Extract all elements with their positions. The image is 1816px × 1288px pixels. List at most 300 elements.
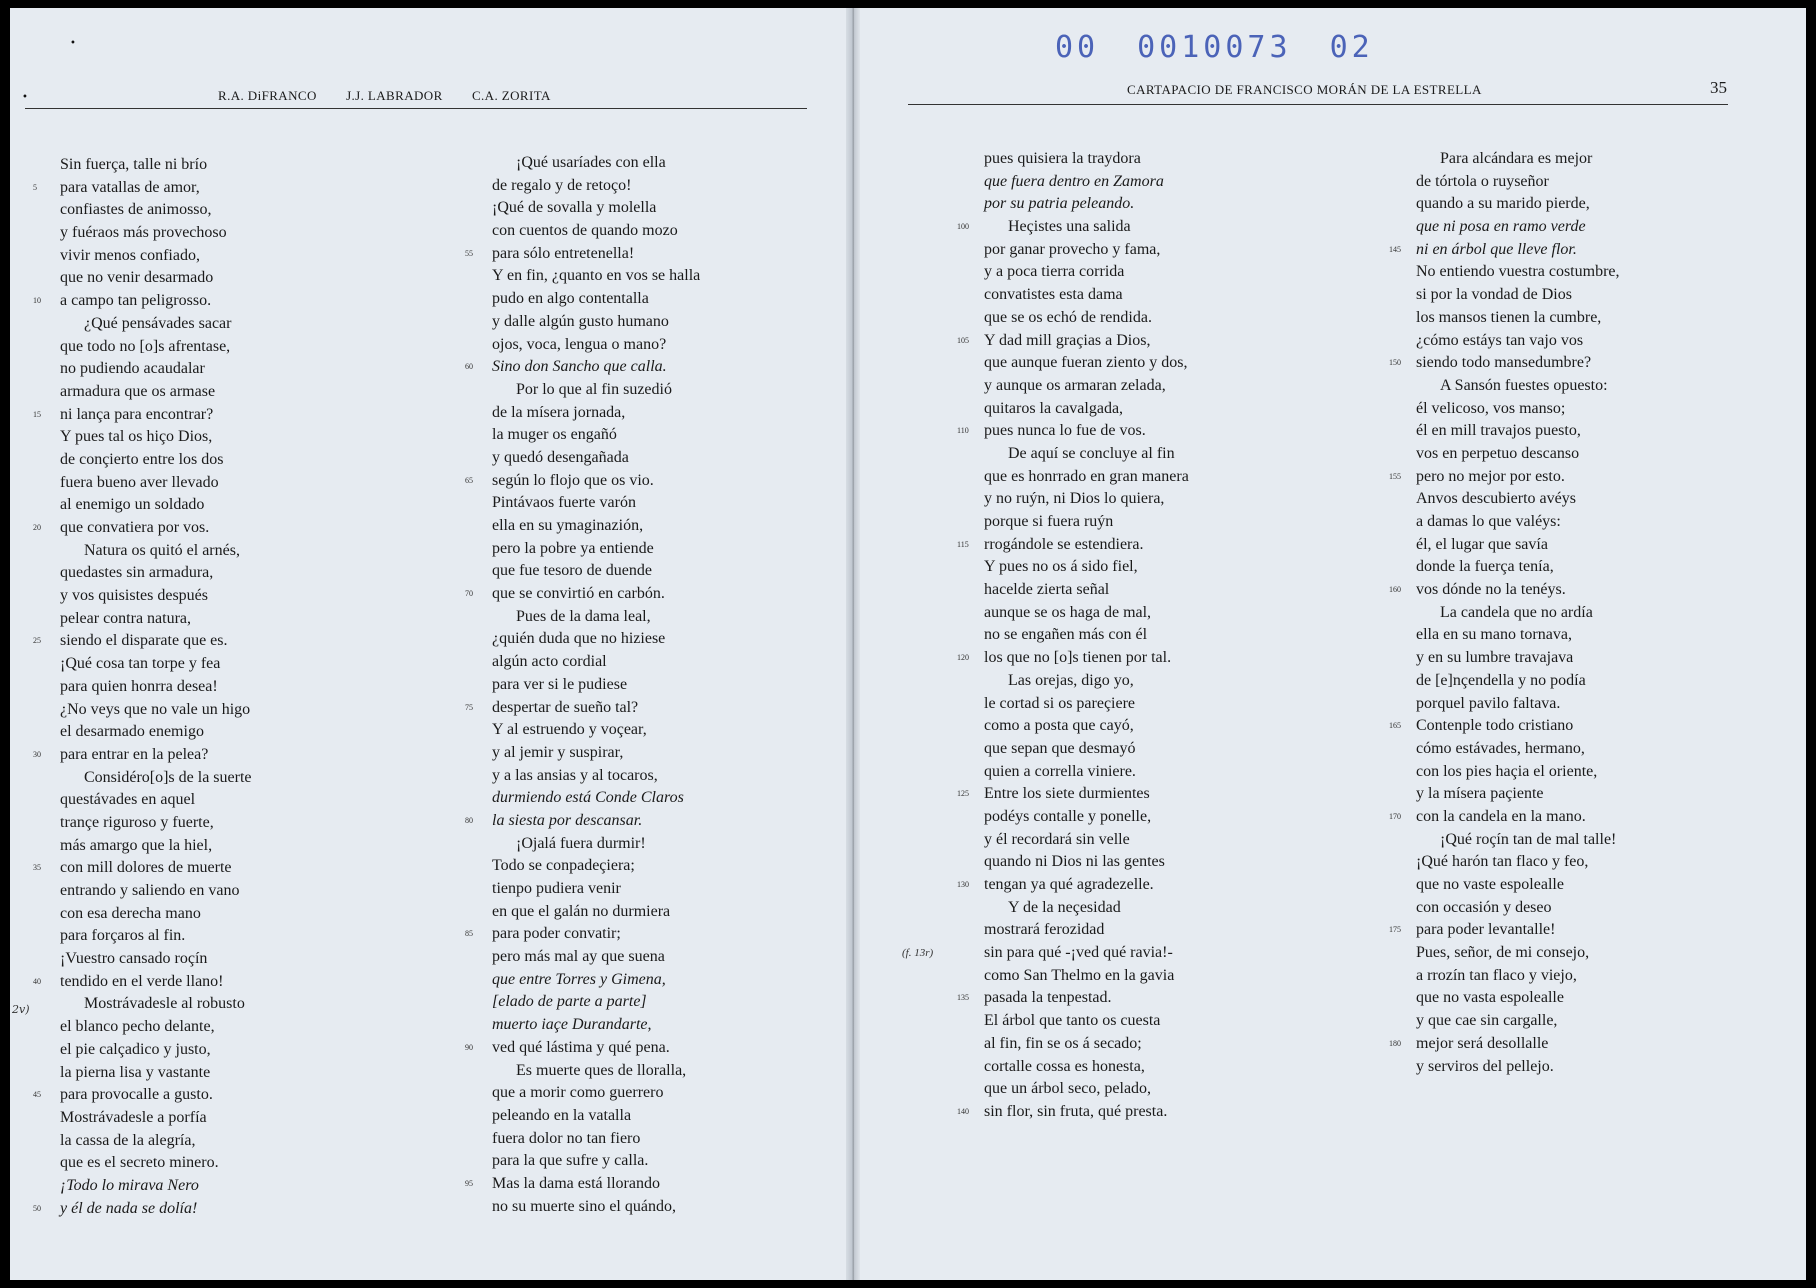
verse-text: como a posta que cayó,	[984, 717, 1134, 735]
verse-line	[60, 880, 252, 903]
verse-text: a damas lo que valéys:	[1416, 513, 1561, 530]
verse-text: ¡Qué cosa tan torpe y fea	[60, 655, 221, 673]
verse-text: pelear contra natura,	[60, 609, 192, 627]
verse-line	[60, 381, 252, 404]
line-number: 110	[957, 426, 969, 436]
verse-text: Pues, señor, de mi consejo,	[1416, 944, 1590, 962]
verse-line	[984, 602, 1189, 625]
verse-text: porquel pavilo faltava.	[1416, 694, 1561, 712]
verse-text: que no vaste espolealle	[1416, 876, 1564, 893]
verse-line	[984, 965, 1189, 988]
verse-text: que se convirtió en carbón.	[492, 585, 665, 603]
verse-line	[492, 1196, 700, 1219]
verse-line	[465, 356, 700, 379]
verse-line	[957, 1101, 1189, 1124]
verse-line	[1416, 534, 1620, 557]
verse-line	[984, 624, 1189, 647]
verse-line	[33, 1084, 252, 1107]
verse-text: mostrará ferozidad	[984, 921, 1105, 939]
verse-line	[492, 538, 700, 561]
verse-line	[1416, 307, 1620, 330]
verse-text: en que el galán no durmiera	[492, 902, 671, 920]
verse-line	[957, 420, 1189, 443]
line-number: 75	[465, 702, 473, 712]
verse-line	[33, 1198, 252, 1221]
line-number: 135	[957, 993, 969, 1003]
verse-text: y dalle algún gusto humano	[492, 312, 669, 330]
verse-line	[1416, 897, 1620, 920]
verse-text: despertar de sueño tal?	[492, 698, 639, 716]
verse-line	[60, 812, 252, 835]
verse-line	[957, 216, 1189, 239]
verse-line	[957, 534, 1189, 557]
verse-text: y a las ansias y al tocaros,	[492, 766, 658, 784]
archive-stamp	[1055, 30, 1412, 65]
verse-text: y quedó desengañada	[492, 448, 629, 466]
verse-line	[60, 993, 252, 1016]
verse-line	[984, 1010, 1189, 1033]
line-number: 5	[33, 182, 37, 192]
verse-line	[60, 245, 252, 268]
verse-text: para poder levantalle!	[1416, 921, 1556, 939]
verse-line	[1416, 942, 1620, 965]
poem-column-4	[1389, 148, 1620, 1078]
line-number: 30	[33, 749, 41, 759]
verse-text: más amargo que la hiel,	[60, 836, 213, 854]
verse-line	[492, 152, 700, 175]
verse-line	[60, 494, 252, 517]
verse-line	[465, 243, 700, 266]
verse-text: al fin, fin se os á secado;	[984, 1034, 1142, 1052]
scan-speck: •	[70, 38, 76, 49]
verse-line	[492, 334, 700, 357]
verse-line	[492, 560, 700, 583]
line-number: 125	[957, 789, 969, 799]
verse-line	[33, 857, 252, 880]
poem-column-2	[465, 152, 701, 1218]
verse-line	[984, 511, 1189, 534]
verse-line	[492, 447, 700, 470]
verse-text: y aunque os armaran zelada,	[984, 376, 1166, 394]
verse-line	[1389, 466, 1620, 489]
line-number: 175	[1389, 925, 1401, 935]
verse-text: muerto iaçe Durandarte,	[492, 1016, 652, 1034]
verse-text: y él recordará sin velle	[984, 830, 1130, 848]
verse-line	[60, 154, 252, 177]
verse-line	[1389, 579, 1620, 602]
verse-text: ¡Qué roçín tan de mal talle!	[1440, 830, 1617, 848]
verse-line	[984, 466, 1189, 489]
verse-line	[1416, 261, 1620, 284]
verse-line	[957, 330, 1189, 353]
verse-text: podéys contalle y ponelle,	[984, 807, 1152, 825]
verse-text: entrando y saliendo en vano	[60, 882, 240, 899]
verse-text: hacelde zierta señal	[984, 581, 1110, 599]
verse-text: que entre Torres y Gimena,	[492, 970, 666, 988]
verse-text: mejor será desollalle	[1416, 1034, 1549, 1052]
verse-line	[984, 919, 1189, 942]
verse-line	[60, 426, 252, 449]
line-number: 70	[465, 589, 473, 599]
line-number: 105	[957, 335, 969, 345]
verse-text: para entrar en la pelea?	[60, 745, 209, 763]
line-number: 45	[33, 1090, 41, 1100]
verse-line	[984, 1056, 1189, 1079]
line-number: 20	[33, 523, 41, 532]
verse-text: vivir menos confiado,	[60, 246, 200, 264]
line-number: 40	[33, 976, 41, 986]
verse-text: que todo no [o]s afrentase,	[60, 337, 231, 355]
verse-text: Mas la dama está llorando	[492, 1174, 660, 1192]
verse-text: durmiendo está Conde Claros	[492, 789, 684, 807]
line-number: 80	[465, 815, 473, 825]
verse-text: Sin fuerça, talle ni brío	[60, 156, 208, 173]
verse-line	[984, 193, 1189, 216]
verse-text: quien a corrella viniere.	[984, 762, 1136, 780]
verse-text: fuera dolor no tan fiero	[492, 1129, 641, 1147]
verse-text: Pues de la dama leal,	[516, 607, 651, 625]
verse-line	[60, 925, 252, 948]
verse-text: Contenple todo cristiano	[1416, 717, 1574, 735]
verse-line	[492, 288, 700, 311]
verse-line	[1416, 171, 1620, 194]
verse-text: ni lança para encontrar?	[60, 405, 214, 423]
verse-line	[60, 789, 252, 812]
verse-text: questávades en aquel	[60, 791, 196, 809]
verse-line	[60, 222, 252, 245]
verse-line	[492, 991, 700, 1014]
verse-text: Es muerte ques de lloralla,	[516, 1061, 687, 1079]
verse-line	[984, 307, 1189, 330]
verse-text: no se engañen más con él	[984, 626, 1148, 644]
verse-line	[60, 699, 252, 722]
verse-line	[492, 651, 700, 674]
verse-text: la cassa de la alegría,	[60, 1131, 196, 1149]
verse-text: pero no mejor por esto.	[1416, 467, 1565, 485]
verse-text: le cortad si os pareçiere	[984, 694, 1136, 712]
line-number: 100	[957, 222, 969, 232]
verse-text: que ni posa en ramo verde	[1416, 218, 1586, 236]
verse-line	[984, 579, 1189, 602]
verse-text: la siesta por descansar.	[492, 811, 643, 829]
verse-line	[33, 177, 252, 200]
verse-text: siendo todo mansedumbre?	[1416, 354, 1592, 372]
verse-text: ¿No veys que no vale un higo	[60, 700, 251, 718]
verse-line	[957, 783, 1189, 806]
stamp-part: 02	[1329, 30, 1374, 65]
verse-text: el desarmado enemigo	[60, 723, 204, 741]
verse-text: trançe riguroso y fuerte,	[60, 813, 214, 831]
line-number: 90	[465, 1042, 473, 1052]
verse-text: según lo flojo que os vio.	[492, 471, 654, 489]
folio-margin-note: (f. 13r)	[902, 947, 934, 960]
verse-line	[957, 987, 1189, 1010]
verse-text: ¡Qué de sovalla y molella	[492, 199, 657, 217]
verse-text: algún acto cordial	[492, 653, 607, 671]
verse-line	[984, 284, 1189, 307]
verse-text: rrogándole se estendiera.	[984, 535, 1144, 553]
verse-text: Heçistes una salida	[1008, 218, 1131, 236]
verse-line	[984, 239, 1189, 262]
line-number: 95	[465, 1178, 473, 1188]
verse-line	[1416, 511, 1620, 534]
verse-line	[1416, 420, 1620, 443]
verse-line	[1389, 919, 1620, 942]
verse-line	[33, 971, 252, 994]
stamp-part: 00	[1055, 30, 1100, 65]
verse-line	[492, 946, 700, 969]
line-number: 35	[33, 863, 41, 873]
header-rule	[25, 108, 807, 109]
verse-line	[984, 715, 1189, 738]
verse-line	[60, 676, 252, 699]
verse-text: ella en su ymaginazión,	[492, 517, 644, 534]
verse-text: quedastes sin armadura,	[60, 564, 214, 582]
verse-text: ¡Vuestro cansado roçín	[60, 950, 208, 968]
verse-line	[492, 1105, 700, 1128]
verse-text: que un árbol seco, pelado,	[984, 1080, 1152, 1098]
line-number: 15	[33, 409, 41, 419]
verse-text: Y pues no os á sido fiel,	[984, 558, 1138, 576]
verse-line	[492, 220, 700, 243]
verse-line	[1416, 602, 1620, 625]
verse-line	[1416, 216, 1620, 239]
verse-line	[1416, 647, 1620, 670]
verse-text: y vos quisistes después	[60, 587, 208, 605]
verse-line	[60, 1130, 252, 1153]
verse-text: ¿cómo estáys tan vajo vos	[1416, 331, 1584, 349]
verse-line	[60, 835, 252, 858]
verse-line	[465, 697, 700, 720]
verse-text: y en su lumbre travajava	[1416, 649, 1574, 667]
verse-text: y serviros del pellejo.	[1416, 1057, 1554, 1075]
verse-line	[33, 404, 252, 427]
page-number: 35	[1710, 78, 1727, 97]
verse-text: a rrozín tan flaco y viejo,	[1416, 966, 1577, 984]
verse-line	[492, 628, 700, 651]
verse-line	[984, 693, 1189, 716]
verse-text: los que no [o]s tienen por tal.	[984, 649, 1172, 667]
verse-line	[492, 1128, 700, 1151]
verse-text: a campo tan peligrosso.	[60, 292, 212, 310]
verse-line	[60, 585, 252, 608]
verse-text: por su patria peleando.	[984, 195, 1135, 213]
book-gutter	[846, 8, 860, 1280]
verse-text: ved qué lástima y qué pena.	[492, 1038, 670, 1056]
verse-text: Mostrávadesle a porfía	[60, 1108, 207, 1126]
verse-text: y que cae sin cargalle,	[1416, 1012, 1558, 1030]
verse-text: no pudiendo acaudalar	[60, 360, 205, 378]
verse-text: Natura os quitó el arnés,	[84, 541, 240, 559]
verse-line	[984, 148, 1189, 171]
verse-text: pudo en algo contentalla	[492, 290, 649, 308]
author-name: J.J. LABRADOR	[346, 88, 443, 103]
verse-text: Y al estruendo y voçear,	[492, 721, 647, 739]
verse-line	[60, 1039, 252, 1062]
verse-text: para la que sufre y calla.	[492, 1152, 649, 1170]
verse-text: Y en fin, ¿quanto en vos se halla	[492, 267, 701, 285]
verse-line	[60, 313, 252, 336]
verse-line	[984, 375, 1189, 398]
verse-text: ojos, voca, lengua o mano?	[492, 335, 667, 353]
verse-line	[984, 1033, 1189, 1056]
verse-line	[60, 472, 252, 495]
poem-column-3	[902, 148, 1189, 1124]
verse-line	[1416, 693, 1620, 716]
verse-text: que no vasta espolealle	[1416, 989, 1564, 1007]
verse-text: tienpo pudiera venir	[492, 880, 621, 897]
line-number: 120	[957, 653, 969, 663]
verse-text: quando ni Dios ni las gentes	[984, 853, 1165, 871]
verse-text: Las orejas, digo yo,	[1008, 671, 1134, 689]
verse-line	[1416, 670, 1620, 693]
verse-line	[492, 379, 700, 402]
verse-text: Para alcándara es mejor	[1440, 150, 1593, 167]
verse-line	[1389, 239, 1620, 262]
verse-line	[984, 829, 1189, 852]
verse-text: y no ruýn, ni Dios lo quiera,	[984, 490, 1165, 508]
verse-text: como San Thelmo en la gavia	[984, 966, 1175, 984]
line-number: 85	[465, 929, 473, 939]
verse-line	[1416, 987, 1620, 1010]
line-number: 115	[957, 539, 969, 549]
line-number: 60	[465, 362, 473, 372]
verse-line	[492, 265, 700, 288]
verse-text: confiastes de animosso,	[60, 201, 212, 219]
verse-line	[1389, 352, 1620, 375]
verse-text: Pintávaos fuerte varón	[492, 494, 636, 512]
verse-line	[492, 833, 700, 856]
verse-line	[984, 738, 1189, 761]
verse-line	[60, 1152, 252, 1175]
verse-text: No entiendo vuestra costumbre,	[1416, 263, 1620, 281]
verse-text: ¿Qué pensávades sacar	[84, 314, 232, 332]
verse-line	[1416, 965, 1620, 988]
verse-text: y al jemir y suspirar,	[492, 743, 624, 761]
scan-speck: •	[22, 92, 28, 103]
verse-text: cortalle cossa es honesta,	[984, 1057, 1145, 1075]
verse-text: pues nunca lo fue de vos.	[984, 422, 1146, 440]
author-name: R.A. DiFRANCO	[218, 88, 317, 103]
verse-line	[492, 492, 700, 515]
verse-text: que se os echó de rendida.	[984, 308, 1152, 326]
verse-line	[60, 608, 252, 631]
verse-text: él en mill travajos puesto,	[1416, 422, 1581, 440]
verse-text: convatistes esta dama	[984, 286, 1123, 304]
verse-text: para sólo entretenella!	[492, 244, 635, 262]
verse-text: no su muerte sino el quándo,	[492, 1197, 676, 1215]
line-number: 165	[1389, 721, 1401, 731]
verse-text: que es honrrado en gran manera	[984, 467, 1189, 485]
verse-text: siendo el disparate que es.	[60, 632, 228, 650]
verse-line	[492, 765, 700, 788]
verse-text: aunque se os haga de mal,	[984, 603, 1152, 621]
verse-line	[492, 1150, 700, 1173]
verse-line	[492, 969, 700, 992]
verse-line	[984, 488, 1189, 511]
verse-line	[1416, 1010, 1620, 1033]
verse-line	[984, 398, 1189, 421]
header-rule	[908, 104, 1728, 105]
folio-margin-note: 2v)	[12, 1003, 30, 1016]
verse-text: que aunque fueran ziento y dos,	[984, 354, 1188, 372]
verse-line	[1416, 488, 1620, 511]
verse-line	[492, 1082, 700, 1105]
verse-text: para vatallas de amor,	[60, 178, 200, 196]
verse-line	[984, 851, 1189, 874]
verse-text: sin flor, sin fruta, qué presta.	[984, 1102, 1168, 1120]
verse-text: Sino don Sancho que calla.	[492, 358, 667, 376]
verse-line	[1389, 806, 1620, 829]
verse-text: que no venir desarmado	[60, 269, 214, 287]
verse-text: tengan ya qué agradezelle.	[984, 876, 1154, 893]
verse-text: Y de la neçesidad	[1008, 898, 1121, 916]
verse-line	[957, 647, 1189, 670]
verse-text: que convatiera por vos.	[60, 519, 210, 536]
verse-line	[492, 901, 700, 924]
verse-line	[33, 290, 252, 313]
verse-text: que fuera dentro en Zamora	[984, 172, 1164, 190]
verse-text: y a poca tierra corrida	[984, 263, 1125, 281]
verse-text: para poder convatir;	[492, 925, 621, 943]
verse-text: [elado de parte a parte]	[492, 993, 647, 1011]
verse-line	[492, 1060, 700, 1083]
verse-line	[465, 810, 700, 833]
verse-line	[902, 942, 1189, 965]
verse-line	[492, 742, 700, 765]
verse-line	[1416, 556, 1620, 579]
verse-text: Entre los siete durmientes	[984, 785, 1150, 803]
verse-line	[984, 670, 1189, 693]
verse-text: que a morir como guerrero	[492, 1084, 664, 1102]
verse-text: Mostrávadesle al robusto	[84, 995, 245, 1013]
verse-line	[492, 197, 700, 220]
verse-text: de [e]nçendella y no podía	[1416, 671, 1586, 689]
verse-text: armadura que os armase	[60, 382, 216, 400]
verse-line	[465, 1037, 700, 1060]
verse-line	[1416, 738, 1620, 761]
verse-line	[1416, 443, 1620, 466]
verse-text: pasada la tenpestad.	[984, 989, 1112, 1007]
author-name: C.A. ZORITA	[471, 88, 551, 103]
verse-line	[465, 470, 700, 493]
verse-line	[1416, 783, 1620, 806]
verse-text: Todo se conpadeçiera;	[492, 857, 635, 875]
verse-text: y él de nada se dolía!	[60, 1199, 198, 1217]
verse-text: para ver si le pudiese	[492, 675, 628, 693]
verse-text: por ganar provecho y fama,	[984, 240, 1161, 258]
verse-text: ni en árbol que lleve flor.	[1416, 240, 1577, 258]
verse-text: ¡Qué usaríades con ella	[516, 154, 666, 171]
stamp-part: 0010073	[1137, 30, 1292, 65]
verse-line	[984, 1078, 1189, 1101]
verse-line	[33, 744, 252, 767]
verse-line	[60, 336, 252, 359]
verse-text: ¡Ojalá fuera durmir!	[516, 834, 646, 852]
verse-text: El árbol que tanto os cuesta	[984, 1012, 1161, 1030]
verse-text: sin para qué -¡ved qué ravia!-	[984, 944, 1173, 962]
verse-text: tendido en el verde llano!	[60, 972, 224, 990]
verse-line	[492, 719, 700, 742]
verse-text: con occasión y deseo	[1416, 898, 1552, 916]
verse-text: el pie calçadico y justo,	[60, 1040, 211, 1058]
right-running-head: CARTAPACIO DE FRANCISCO MORÁN DE LA ESTRELLA	[1127, 82, 1482, 97]
verse-text: al enemigo un soldado	[60, 496, 205, 514]
verse-text: de tórtola o ruyseñor	[1416, 172, 1549, 190]
verse-text: La candela que no ardía	[1440, 603, 1593, 621]
verse-text: el blanco pecho delante,	[60, 1018, 215, 1036]
verse-text: Por lo que al fin suzedió	[516, 380, 672, 398]
